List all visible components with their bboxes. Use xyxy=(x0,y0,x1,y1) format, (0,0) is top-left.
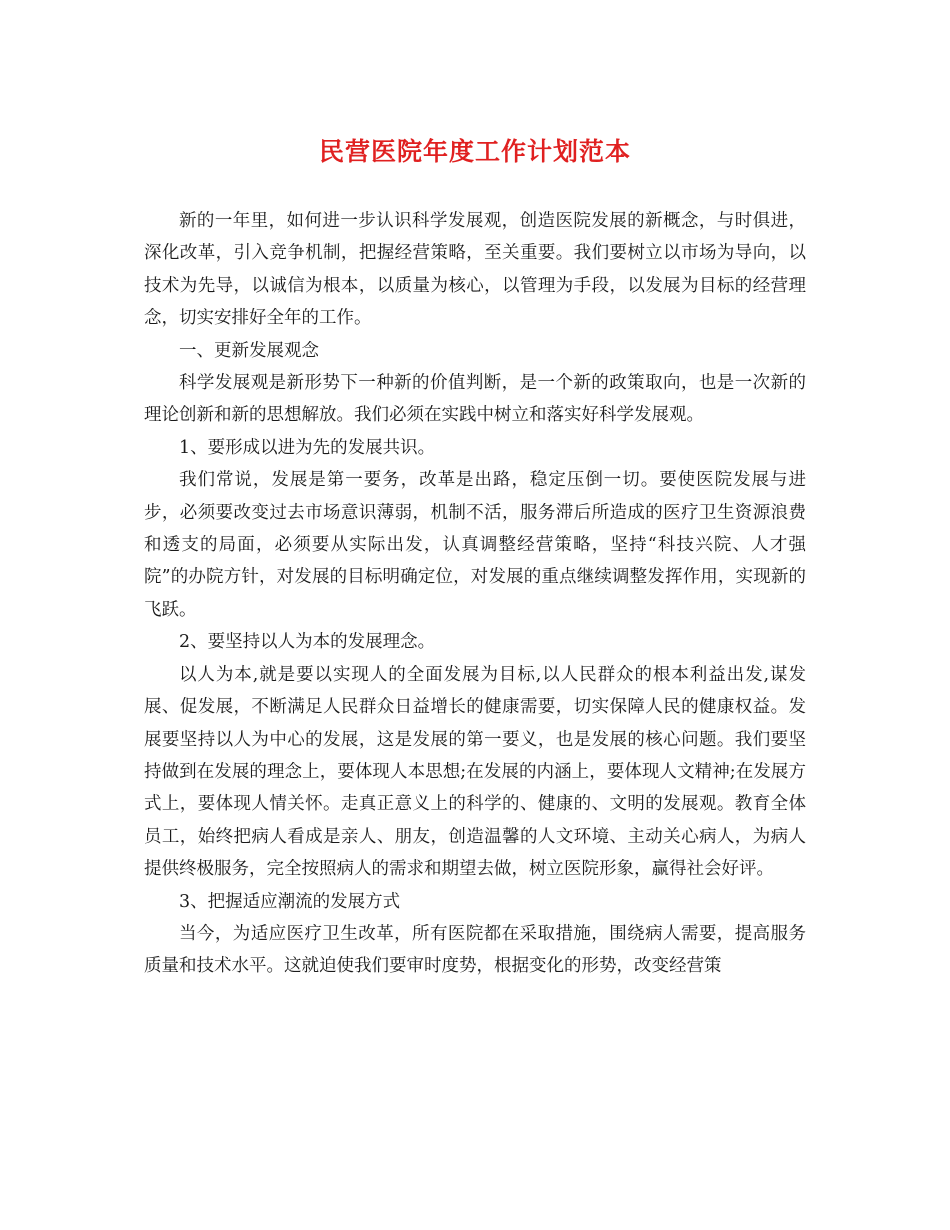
section-1-paragraph: 科学发展观是新形势下一种新的价值判断，是一个新的政策取向，也是一次新的理论创新和新的思想解放。我们必须在实践中树立和落实好科学发展观。 xyxy=(144,373,806,426)
subsection-1-paragraph: 我们常说，发展是第一要务，改革是出路，稳定压倒一切。要使医院发展与进步，必须要改变过去市场意识薄弱，机制不活，服务滞后所造成的医疗卫生资源浪费和透支的局面，必须要从实际出发，认真调整经营策略，坚持“科技兴院、人才强院”的办院方针，对发展的目标明确定位，对发展的重点继续调整发挥作用，实现新的飞跃。 xyxy=(144,470,806,620)
document-body xyxy=(144,205,806,983)
subsection-2-paragraph: 以人为本,就是要以实现人的全面发展为目标,以人民群众的根本利益出发,谋发展、促发展，不断满足人民群众日益增长的健康需要，切实保障人民的健康权益。发展要坚持以人为中心的发展，这是发展的第一要义，也是发展的核心问题。我们要坚持做到在发展的理念上，要体现人本思想;在发展的内涵上，要体现人文精神;在发展方式上，要体现人情关怀。走真正意义上的科学的、健康的、文明的发展观。教育全体员工，始终把病人看成是亲人、朋友，创造温馨的人文环境、主动关心病人，为病人提供终极服务，完全按照病人的需求和期望去做，树立医院形象，赢得社会好评。 xyxy=(144,664,806,880)
section-heading-1: 一、更新发展观念 xyxy=(179,340,319,361)
subheading-3: 3、把握适应潮流的发展方式 xyxy=(179,891,401,912)
subheading-2: 2、要坚持以人为本的发展理念。 xyxy=(179,632,436,653)
document-title: 民营医院年度工作计划范本 xyxy=(318,137,631,166)
intro-paragraph: 新的一年里，如何进一步认识科学发展观，创造医院发展的新概念，与时俱进，深化改革，引入竞争机制，把握经营策略，至关重要。我们要树立以市场为导向，以技术为先导，以诚信为根本，以质量为核心，以管理为手段，以发展为目标的经营理念，切实安排好全年的工作。 xyxy=(144,211,806,329)
subsection-3-paragraph: 当今，为适应医疗卫生改革，所有医院都在采取措施，围绕病人需要，提高服务质量和技术水平。这就迫使我们要审时度势，根据变化的形势，改变经营策 xyxy=(144,923,806,977)
subheading-1: 1、要形成以进为先的发展共识。 xyxy=(179,437,436,458)
